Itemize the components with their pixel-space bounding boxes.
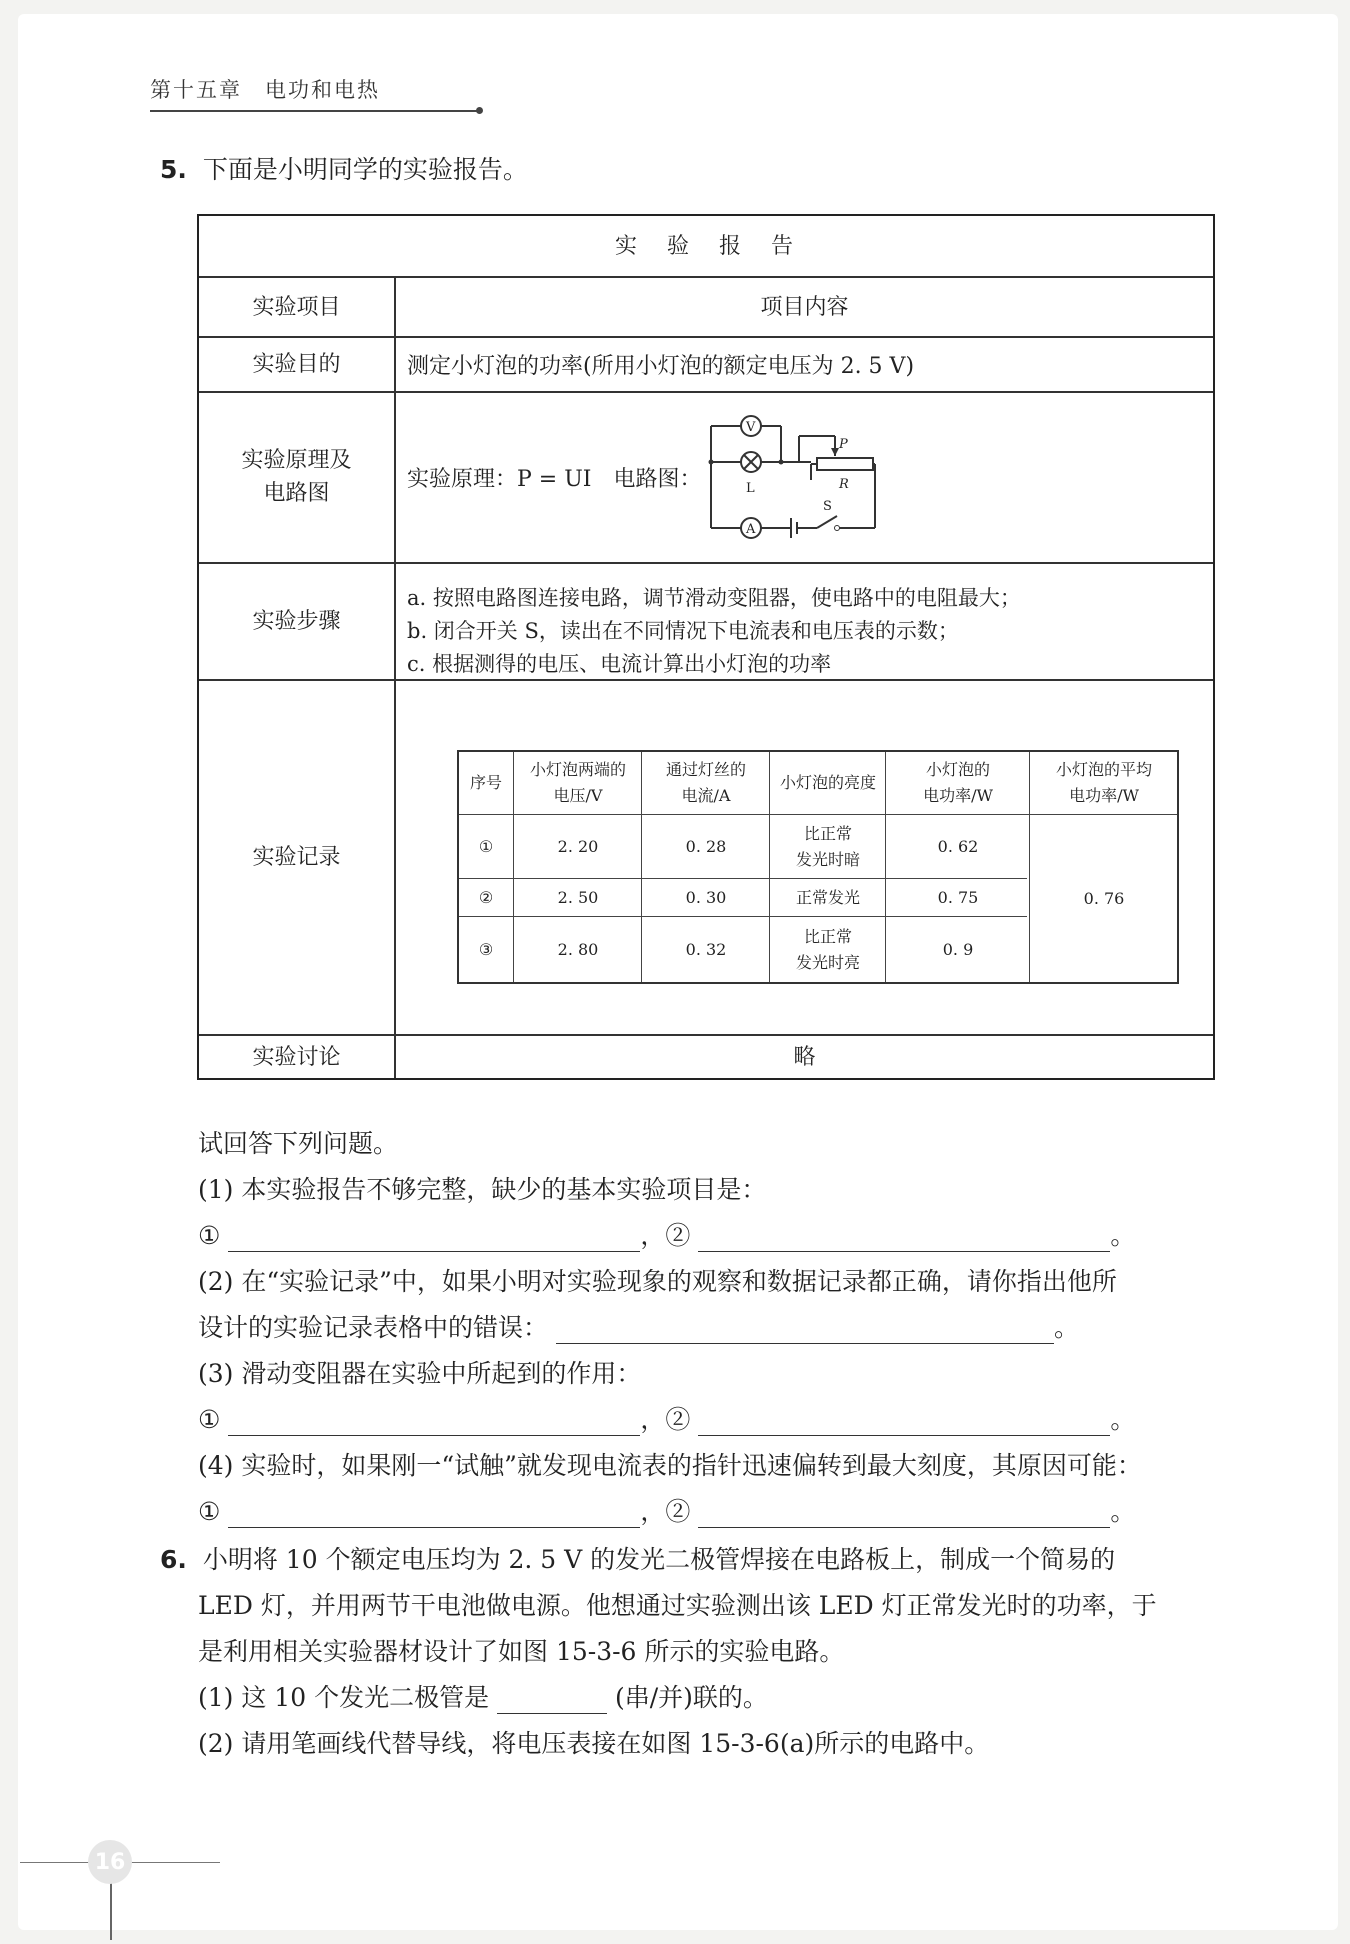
q5-ask: 试回答下列问题。 [198,1129,399,1158]
rec-row2-no: ② [478,887,494,907]
answer-mark-1: ① [198,1405,221,1434]
q5-intro-line [160,150,528,186]
answer-blank-2[interactable] [556,1317,1054,1344]
rec-header-voltage [515,752,641,814]
q5-intro: 下面是小明同学的实验报告。 [202,155,528,184]
answer-blank-3-1[interactable] [228,1409,640,1436]
principle-label-line1: 实验原理及 [241,448,352,473]
q6-number: 6. [160,1545,187,1574]
step-a: a. 按照电路图连接电路，调节滑动变阻器，使电路中的电阻最大； [407,586,1021,610]
rec-header-voltage-l2: 电压/V [553,786,603,805]
answer-mark-2: ，② [640,1221,691,1250]
rheostat-label: R [839,477,849,492]
rec-row1-brightness-l2: 发光时暗 [795,849,860,869]
rec-avg-power: 0. 76 [1083,889,1125,909]
rec-header-avg-l1: 小灯泡的平均 [1055,760,1152,780]
rec-header-power-l2: 电功率/W [923,786,993,805]
rec-header-current [643,752,769,814]
answer-blank-1-2[interactable] [698,1225,1110,1252]
record-table [457,750,1179,984]
q5-sub1: (1) 本实验报告不够完整，缺少的基本实验项目是： [198,1175,767,1204]
q5-number: 5. [160,155,187,184]
answer-blank-q6-1[interactable] [497,1687,607,1714]
rec-row3-brightness-l2: 发光时亮 [795,953,860,972]
rec-header-current-l1: 通过灯丝的 [665,760,746,780]
discussion-label: 实验讨论 [252,1044,341,1070]
rec-header-no: 序号 [469,773,502,793]
rec-row1-voltage: 2. 20 [557,836,599,856]
q6-line3: 是利用相关实验器材设计了如图 15-3-6 所示的实验电路。 [198,1637,845,1666]
steps-list [407,582,1021,681]
q6-sub1-text-b: (串/并)联的。 [614,1683,768,1712]
column-divider [394,276,396,1078]
rec-row3-power: 0. 9 [942,940,974,960]
answer-end: 。 [1110,1497,1136,1526]
rec-header-brightness: 小灯泡的亮度 [779,773,876,793]
answer-blank-4-2[interactable] [698,1501,1110,1528]
rec-header-current-l2: 电流/A [681,786,731,805]
rec-row3-current: 0. 32 [685,940,727,960]
purpose-text: 测定小灯泡的功率(所用小灯泡的额定电压为 2. 5 V) [407,353,915,379]
q6-sub2: (2) 请用笔画线代替导线，将电压表接在如图 15-3-6(a)所示的电路中。 [198,1729,990,1758]
q5-sub2-line1: (2) 在“实验记录”中，如果小明对实验现象的观察和数据记录都正确，请你指出他所 [198,1267,1117,1296]
steps-label: 实验步骤 [252,608,341,634]
q5-sub2-line2 [198,1308,1079,1344]
rec-row3-brightness [771,917,885,983]
discussion-text: 略 [793,1044,816,1070]
q5-sub3-answers [198,1400,1135,1436]
ammeter-label: A [746,522,756,537]
rec-row1-brightness-l1: 比正常 [803,823,852,843]
col-content-header: 项目内容 [760,294,849,320]
experiment-report-table [197,214,1215,1080]
principle-label-line2: 电路图 [263,481,330,506]
q5-sub4: (4) 实验时，如果刚一“试触”就发现电流表的指针迅速偏转到最大刻度，其原因可能： [198,1451,1142,1480]
lamp-label: L [746,481,755,496]
answer-mark-2: ，② [640,1497,691,1526]
rec-row1-no: ① [478,836,494,856]
rec-header-power [887,752,1029,814]
rec-header-avg-power [1031,752,1177,814]
rec-header-voltage-l1: 小灯泡两端的 [529,760,626,780]
q5-sub3: (3) 滑动变阻器在实验中所起到的作用： [198,1359,642,1388]
principle-text: 实验原理：P = UI 电路图： [407,466,702,492]
page-number: 16 [88,1840,132,1884]
answer-mark-2: ，② [640,1405,691,1434]
chapter-header: 第十五章 电功和电热 [150,78,380,102]
report-title: 实 验 报 告 [614,233,797,259]
answer-blank-4-1[interactable] [228,1501,640,1528]
answer-mark-1: ① [198,1497,221,1526]
rec-row2-power: 0. 75 [937,887,979,907]
q5-sub1-answers [198,1216,1135,1252]
q6-sub1-text-a: (1) 这 10 个发光二极管是 [198,1683,490,1712]
header-rule-dot [476,107,483,114]
rec-header-power-l1: 小灯泡的 [925,760,990,780]
rec-row2-current: 0. 30 [685,887,727,907]
q5-sub2-text: 设计的实验记录表格中的错误： [198,1313,549,1342]
q6-line1 [160,1540,1115,1576]
header-rule [150,110,480,112]
purpose-label: 实验目的 [252,351,341,377]
step-b: b. 闭合开关 S，读出在不同情况下电流表和电压表的示数； [407,619,959,643]
rec-row3-voltage: 2. 80 [557,940,599,960]
q5-sub4-answers [198,1492,1135,1528]
circuit-diagram [699,406,939,546]
rec-row1-current: 0. 28 [685,836,727,856]
answer-end: 。 [1110,1221,1136,1250]
rec-row2-voltage: 2. 50 [557,887,599,907]
principle-label [199,392,394,562]
slider-label: P [839,437,848,452]
voltmeter-label: V [746,420,756,435]
rec-row3-no: ③ [478,940,494,960]
record-label: 实验记录 [252,844,341,870]
answer-blank-3-2[interactable] [698,1409,1110,1436]
step-c: c. 根据测得的电压、电流计算出小灯泡的功率 [407,652,832,676]
rec-row2-brightness: 正常发光 [795,887,860,907]
q6-sub1 [198,1678,768,1714]
switch-label: S [823,499,832,514]
q6-text-1: 小明将 10 个额定电压均为 2. 5 V 的发光二极管焊接在电路板上，制成一个简易的 [202,1545,1116,1574]
answer-mark-1: ① [198,1221,221,1250]
rec-header-avg-l2: 电功率/W [1069,786,1139,805]
q6-line2: LED 灯，并用两节干电池做电源。他想通过实验测出该 LED 灯正常发光时的功率，于 [198,1591,1157,1620]
answer-end: 。 [1053,1313,1079,1342]
rec-row3-brightness-l1: 比正常 [803,927,852,947]
answer-end: 。 [1110,1405,1136,1434]
answer-blank-1-1[interactable] [228,1225,640,1252]
rec-row1-power: 0. 62 [937,836,979,856]
rec-row1-brightness [771,815,885,878]
col-item-header: 实验项目 [252,294,341,320]
